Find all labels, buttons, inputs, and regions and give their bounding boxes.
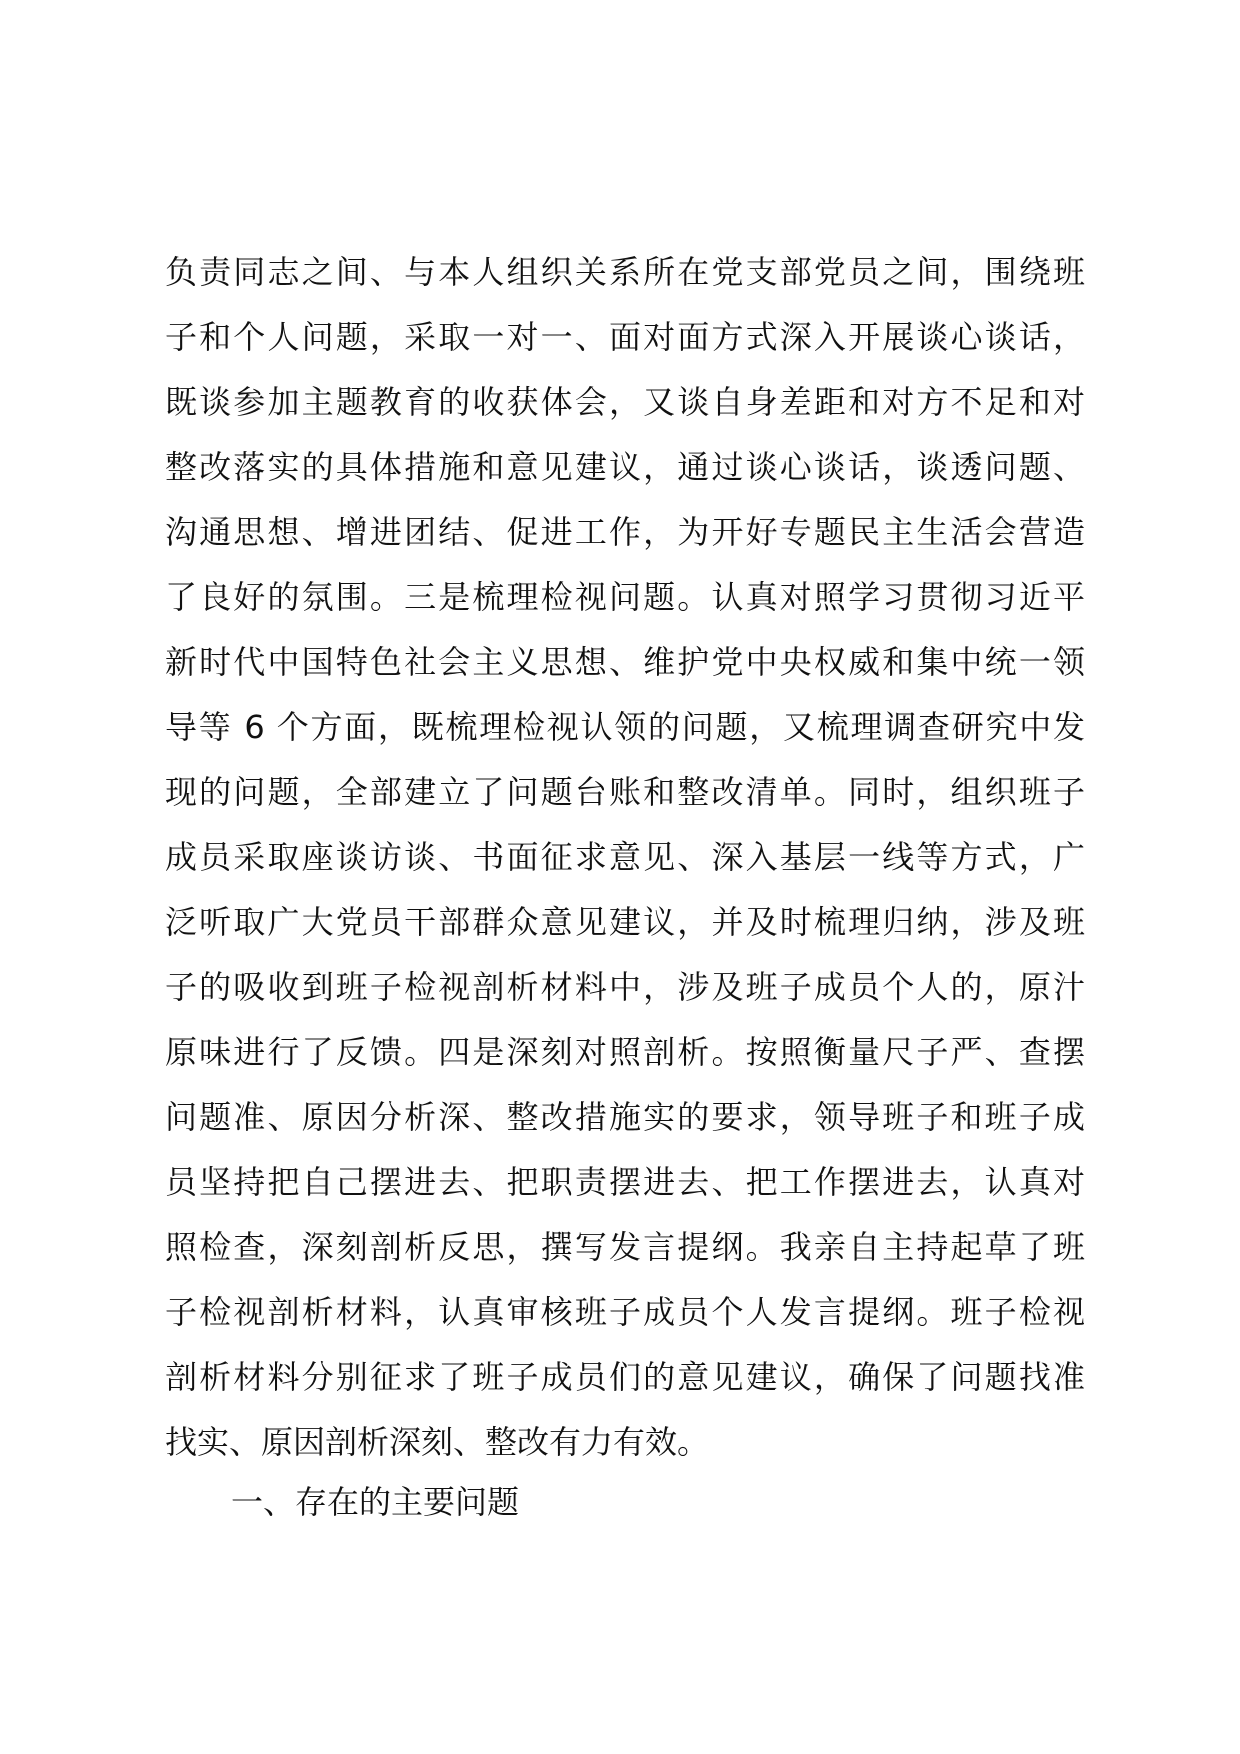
paragraph-line: 负责同志之间、与本人组织关系所在党支部党员之间，围绕班 [165, 253, 1085, 291]
paragraph-line: 问题准、原因分析深、整改措施实的要求，领导班子和班子成 [165, 1098, 1085, 1136]
paragraph-line: 原味进行了反馈。四是深刻对照剖析。按照衡量尺子严、查摆 [165, 1033, 1085, 1071]
paragraph-line: 找实、原因剖析深刻、整改有力有效。 [165, 1423, 710, 1461]
body-paragraph [165, 240, 1085, 1475]
paragraph-line: 子和个人问题，采取一对一、面对面方式深入开展谈心谈话， [165, 318, 1085, 356]
paragraph-line: 沟通思想、增进团结、促进工作，为开好专题民主生活会营造 [165, 513, 1085, 551]
paragraph-line: 剖析材料分别征求了班子成员们的意见建议，确保了问题找准 [165, 1358, 1085, 1396]
section-heading: 一、存在的主要问题 [231, 1483, 520, 1521]
paragraph-line: 了良好的氛围。三是梳理检视问题。认真对照学习贯彻习近平 [165, 578, 1085, 616]
paragraph-line: 照检查，深刻剖析反思，撰写发言提纲。我亲自主持起草了班 [165, 1228, 1085, 1266]
paragraph-line: 整改落实的具体措施和意见建议，通过谈心谈话，谈透问题、 [165, 448, 1085, 486]
paragraph-line: 导等 6 个方面，既梳理检视认领的问题，又梳理调查研究中发 [165, 708, 1085, 746]
paragraph-line: 新时代中国特色社会主义思想、维护党中央权威和集中统一领 [165, 643, 1085, 681]
paragraph-line: 子检视剖析材料，认真审核班子成员个人发言提纲。班子检视 [165, 1293, 1085, 1331]
paragraph-line: 子的吸收到班子检视剖析材料中，涉及班子成员个人的，原汁 [165, 968, 1085, 1006]
paragraph-line: 既谈参加主题教育的收获体会，又谈自身差距和对方不足和对 [165, 383, 1085, 421]
paragraph-line: 泛听取广大党员干部群众意见建议，并及时梳理归纳，涉及班 [165, 903, 1085, 941]
paragraph-line: 成员采取座谈访谈、书面征求意见、深入基层一线等方式，广 [165, 838, 1085, 876]
paragraph-line: 现的问题，全部建立了问题台账和整改清单。同时，组织班子 [165, 773, 1085, 811]
paragraph-line: 员坚持把自己摆进去、把职责摆进去、把工作摆进去，认真对 [165, 1163, 1085, 1201]
